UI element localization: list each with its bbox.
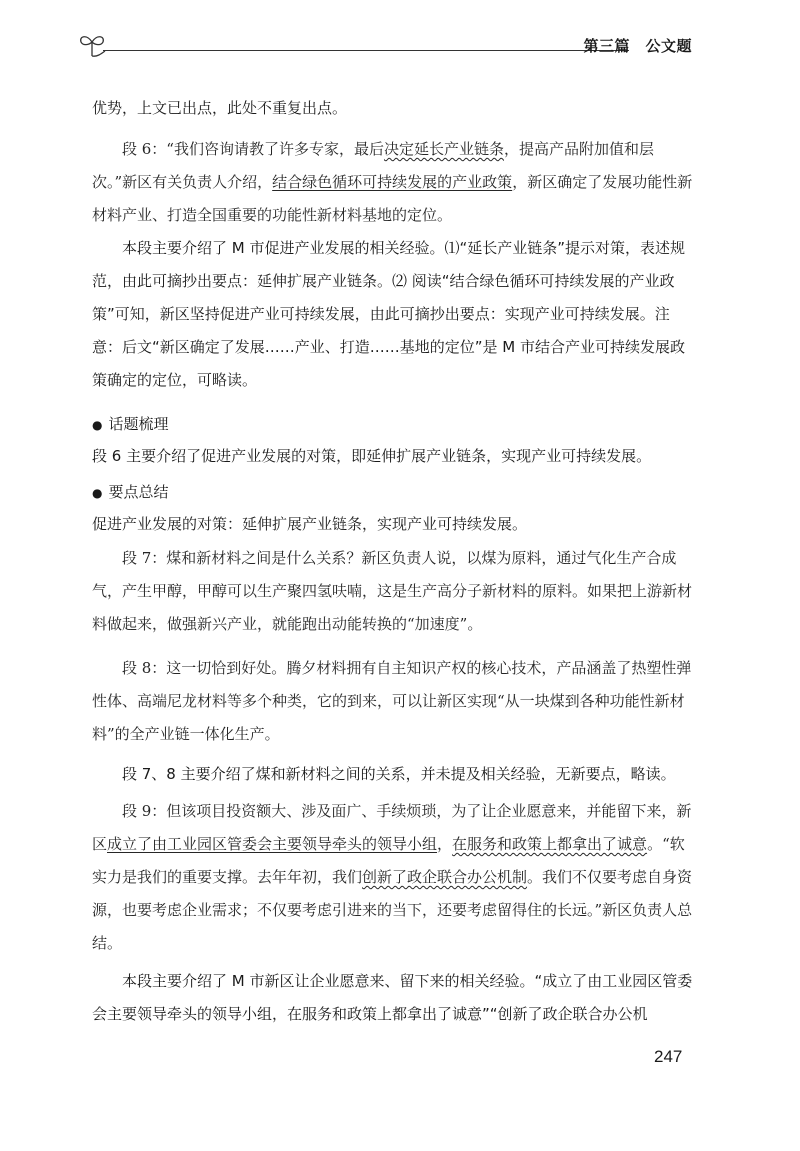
sprout-icon — [75, 30, 109, 60]
paragraph-7-8-analysis: 段 7、8 主要介绍了煤和新材料之间的关系，并未提及相关经验，无新要点，略读。 — [122, 765, 676, 783]
paragraph-9-analysis: 本段主要介绍了 M 市新区让企业愿意来、留下来的相关经验。“成立了由工业园区管委会主要领导牵头的领导小组，在服务和政策上都拿出了诚意”“创新了政企联合办公机 — [92, 972, 693, 1023]
section-title: 第三篇 公文题 — [583, 37, 692, 55]
paragraph-7-source: 段 7：煤和新材料之间是什么关系？新区负责人说，以煤为原料，通过气化生产合成气，产生甲醇，甲醇可以生产聚四氢呋喃，这是生产高分子新材料的原料。如果把上游新材料做起来，做强新兴产业，就能跑出动能转换的“加速度”。 — [92, 549, 693, 633]
key-points-heading: ● 要点总结 — [92, 476, 698, 510]
topic-summary-text: 段 6 主要介绍了促进产业发展的对策，即延伸扩展产业链条，实现产业可持续发展。 — [92, 447, 652, 465]
topic-summary-heading: ● 话题梳理 — [92, 408, 698, 442]
paragraph-6-analysis: 本段主要介绍了 M 市促进产业发展的相关经验。⑴“延长产业链条”提示对策，表述规范，由此可摘抄出要点：延伸扩展产业链条。⑵ 阅读“结合绿色循环可持续发展的产业政策”可知，新区坚持促进产业可持续发展，由此可摘抄出要点：实现产业可持续发展。注意：后文“新区确定了发展……产业、打造……基地的定位”是 M 市结合产业可持续发展政策确定的定位，可略读。 — [92, 239, 686, 389]
page-number: 247 — [654, 1047, 683, 1066]
key-points-text: 促进产业发展的对策：延伸扩展产业链条，实现产业可持续发展。 — [92, 515, 528, 533]
paragraph-8-source: 段 8：这一切恰到好处。腾夕材料拥有自主知识产权的核心技术，产品涵盖了热塑性弹性体、高端尼龙材料等多个种类，它的到来，可以让新区实现“从一块煤到各种功能性新材料”的全产业链一体化生产。 — [92, 659, 692, 743]
analysis-continued: 优势，上文已出点，此处不重复出点。 — [92, 99, 348, 117]
paragraph-9-source: 段 9：但该项目投资额大、涉及面广、手续烦琐，为了让企业愿意来，并能留下来，新区成立了由工业园区管委会主要领导牵头的领导小组，在服务和政策上都拿出了诚意。“软实力是我们的重要支撑。去年年初，我们创新了政企联合办公机制。我们不仅要考虑自身资源，也要考虑企业需求；不仅要考虑引进来的当下，还要考虑留得住的长远。”新区负责人总结。 — [92, 802, 693, 952]
running-header — [75, 28, 700, 64]
header-rule — [103, 50, 629, 51]
paragraph-6-source: 段 6：“我们咨询请教了许多专家，最后决定延长产业链条，提高产品附加值和层次。”新区有关负责人介绍，结合绿色循环可持续发展的产业政策，新区确定了发展功能性新材料产业、打造全国重要的功能性新材料基地的定位。 — [92, 140, 693, 224]
